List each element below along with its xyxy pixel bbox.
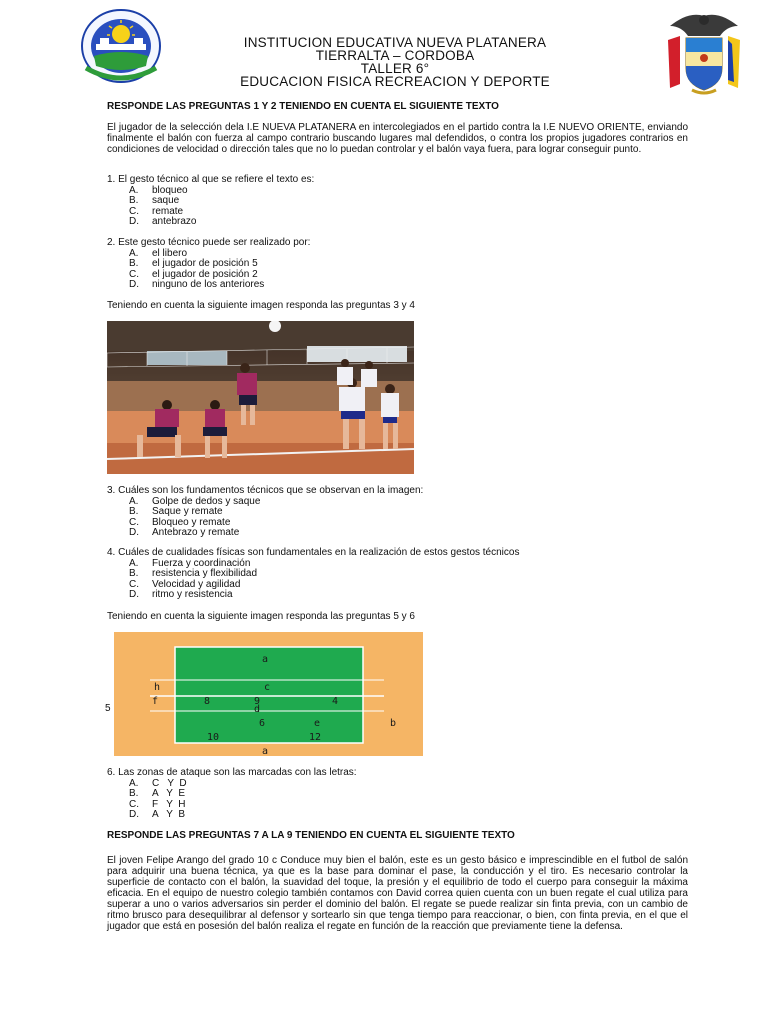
court-zone-6: 6 [259, 718, 266, 729]
option-3c: C. Bloqueo y remate [129, 516, 231, 528]
header-workshop: TALLER 6° [360, 61, 430, 76]
question-6 [107, 768, 357, 821]
option-1b: B. saque [129, 195, 180, 207]
volleyball-photo [107, 321, 414, 474]
option-6a: A. C Y D [129, 777, 187, 789]
option-1d: D. antebrazo [129, 216, 197, 228]
option-3b: B. Saque y remate [129, 506, 223, 518]
option-4b: B. resistencia y flexibilidad [129, 568, 258, 580]
option-6b: B. A Y E [129, 788, 185, 800]
court-zone-c: c [264, 682, 271, 693]
header-school-name: INSTITUCION EDUCATIVA NUEVA PLATANERA [243, 35, 547, 50]
coat-of-arms [662, 10, 746, 96]
image-intro-2: Teniendo en cuenta la siguiente imagen responda las preguntas 5 y 6 [107, 611, 415, 622]
question-4 [107, 548, 519, 601]
option-4a: A. Fuerza y coordinación [129, 557, 251, 569]
court-left-label: 5 [105, 703, 111, 714]
option-2a: A. el libero [129, 247, 188, 259]
option-3d: D. Antebrazo y remate [129, 527, 240, 539]
option-2c: C. el jugador de posición 2 [129, 268, 258, 280]
court-zone-e: e [314, 718, 321, 729]
option-3a: A. Golpe de dedos y saque [129, 495, 261, 507]
question-6-text: 6. Las zonas de ataque son las marcadas con las letras: [107, 767, 357, 778]
court-zone-a-bottom: a [262, 746, 269, 756]
question-2 [107, 238, 310, 291]
option-1a: A. bloqueo [129, 184, 188, 196]
court-zone-8: 8 [204, 696, 211, 707]
court-zone-h: h [154, 682, 161, 693]
court-playing-area [175, 647, 363, 743]
option-2d: D. ninguno de los anteriores [129, 279, 265, 291]
question-2-text: 2. Este gesto técnico puede ser realizado por: [107, 237, 311, 248]
option-4d: D. ritmo y resistencia [129, 589, 233, 601]
court-diagram [114, 632, 423, 756]
question-1-text: 1. El gesto técnico al que se refiere el texto es: [107, 174, 315, 185]
option-4c: C. Velocidad y agilidad [129, 578, 241, 590]
option-6c: C. F Y H [129, 798, 186, 810]
court-zone-12: 12 [309, 732, 322, 743]
court-zone-a-top: a [262, 654, 269, 665]
court-zone-b: b [390, 718, 397, 729]
header-location: TIERRALTA – CORDOBA [315, 48, 475, 63]
header-subject: EDUCACION FISICA RECREACION Y DEPORTE [240, 74, 550, 89]
option-1c: C. remate [129, 205, 184, 217]
option-6d: D. A Y B [129, 809, 185, 821]
section-1-title: RESPONDE LAS PREGUNTAS 1 Y 2 TENIENDO EN CUENTA EL SIGUIENTE TEXTO [107, 101, 499, 112]
court-zone-9: 9 [254, 696, 261, 707]
document-header [140, 36, 650, 88]
image-intro-1: Teniendo en cuenta la siguiente imagen responda las preguntas 3 y 4 [107, 300, 415, 311]
question-3-text: 3. Cuáles son los fundamentos técnicos que se observan en la imagen: [107, 485, 424, 496]
section-2-title: RESPONDE LAS PREGUNTAS 7 A LA 9 TENIENDO EN CUENTA EL SIGUIENTE TEXTO [107, 830, 515, 841]
question-4-text: 4. Cuáles de cualidades físicas son fundamentales en la realización de estos gestos técnicos [107, 547, 520, 558]
question-1 [107, 175, 314, 228]
question-3 [107, 486, 423, 539]
court-zone-10: 10 [207, 732, 220, 743]
court-zone-d: d [254, 704, 261, 715]
court-zone-f: f [152, 696, 159, 707]
reading-text-1: El jugador de la selección dela I.E NUEVA PLATANERA en intercolegiados en el partido contra la I.E NUEVO ORIENTE, enviando finalmente el balón con fuerza al campo contrario buscando lugares mal defendidos, o contra los propios jugadores contrarios en condiciones de velocidad o dirección tales que no lo puedan controlar y el balón vaya fuera, para lograr conseguir punto. [107, 122, 688, 155]
option-2b: B. el jugador de posición 5 [129, 258, 258, 270]
court-zone-4: 4 [332, 696, 339, 707]
reading-text-2: El joven Felipe Arango del grado 10 c Conduce muy bien el balón, este es un gesto básico e imprescindible en el futbol de salón para adquirir una buena técnica, ya que es la base para dominar el pase, la conducción y el tiro. Es necesario controlar la superficie de contacto con el balón, la suavidad del toque, la presión y el equilibrio de todo el cuerpo para conseguir la máxima eficacia. En el equipo de nuestro colegio también contamos con David correa quien cuenta con un buen regate el cual utiliza para superar a uno o varios adversarios sin perder el dominio del balón. El regate se puede realizar sin finta previa, con un cambio de ritmo brusco para desequilibrar al defensor y sortearlo sin que tenga tiempo para reaccionar, o bien, con finta previa, en el que el jugador que está en posesión del balón realiza el regate en función de la reacción que previamente tiene la defensa. [107, 855, 688, 932]
